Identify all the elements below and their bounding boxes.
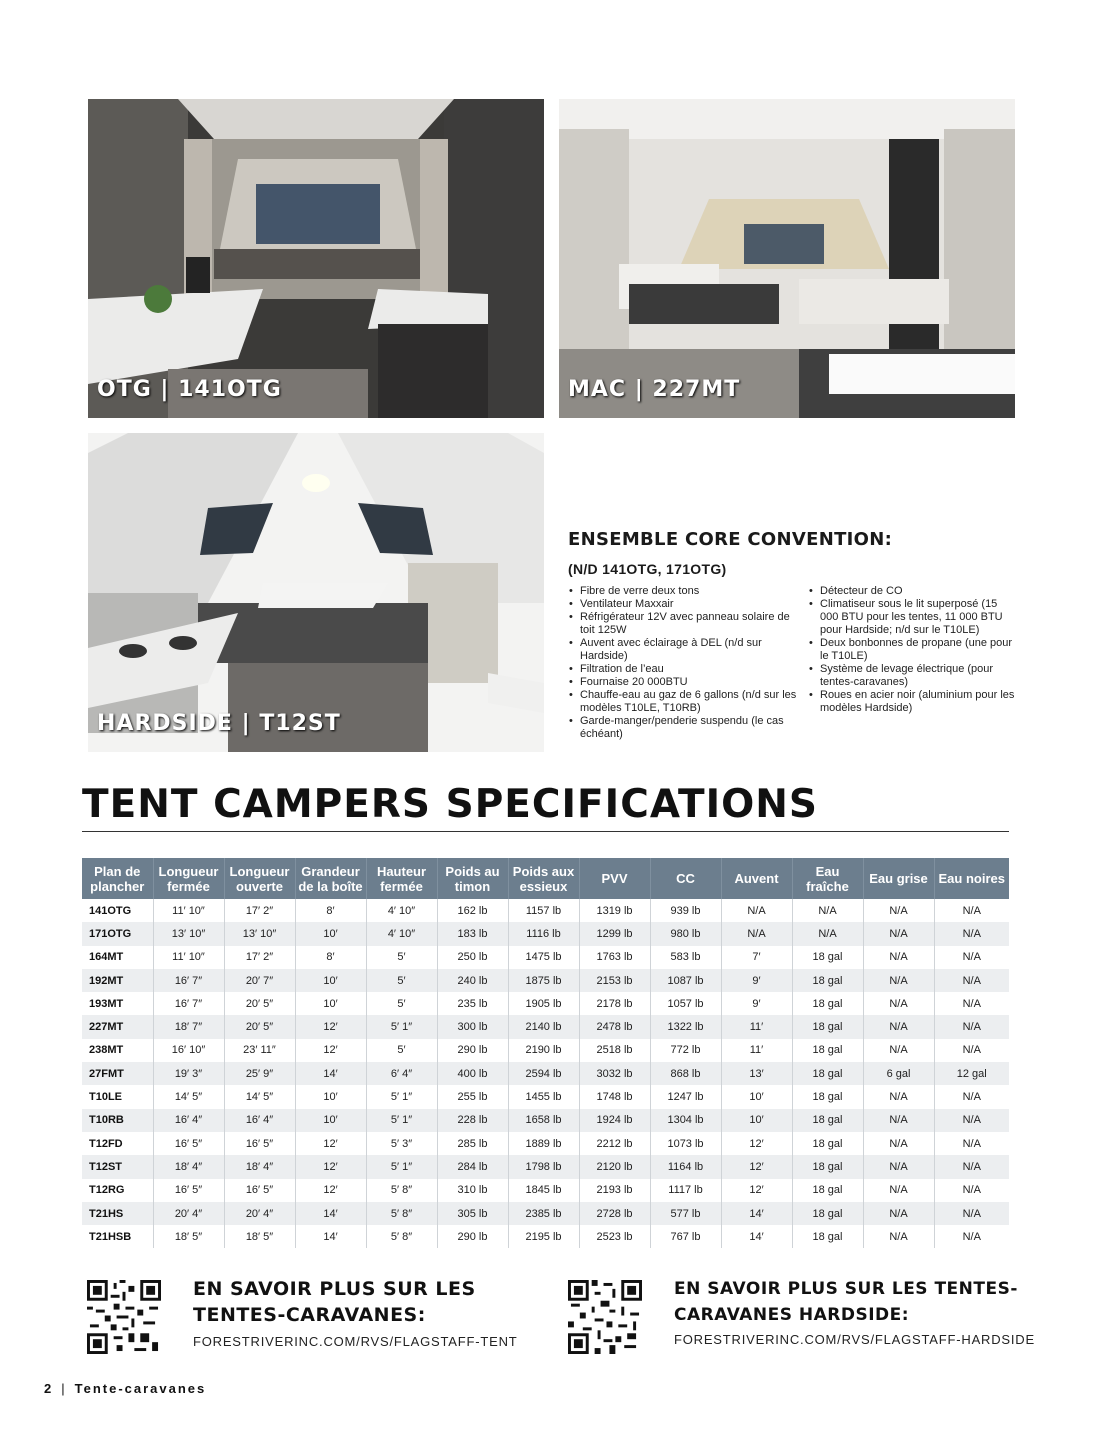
table-cell: 5′: [366, 1039, 437, 1062]
floorplan-cell: T10RB: [82, 1109, 153, 1132]
table-cell: 14′: [721, 1202, 792, 1225]
table-cell: 5′ 3″: [366, 1132, 437, 1155]
floorplan-cell: 227MT: [82, 1015, 153, 1038]
table-cell: 939 lb: [650, 899, 721, 922]
column-header: Longueur ouverte: [224, 858, 295, 899]
table-cell: 2195 lb: [508, 1225, 579, 1248]
table-cell: 255 lb: [437, 1085, 508, 1108]
feature-item: • Détecteur de CO: [808, 585, 1018, 598]
column-header: Eau fraîche: [792, 858, 863, 899]
table-cell: N/A: [962, 1137, 981, 1150]
table-cell: 2728 lb: [579, 1202, 650, 1225]
table-cell: 16′ 7″: [153, 992, 224, 1015]
table-cell: 1889 lb: [508, 1132, 579, 1155]
table-cell: 18 gal: [792, 1015, 863, 1038]
table-cell: 5′ 1″: [366, 1015, 437, 1038]
table-cell: N/A: [962, 1091, 981, 1104]
table-row: [82, 946, 1009, 969]
table-row: [82, 1039, 1009, 1062]
table-cell: N/A: [934, 1015, 1009, 1038]
table-cell: 1304 lb: [650, 1109, 721, 1132]
table-cell: N/A: [863, 1179, 934, 1202]
table-cell: 12′: [295, 1039, 366, 1062]
table-cell: 18′ 4″: [224, 1155, 295, 1178]
table-cell: 12′: [295, 1132, 366, 1155]
table-cell: 12′: [295, 1015, 366, 1038]
table-cell: 290 lb: [437, 1225, 508, 1248]
table-cell: 10′: [721, 1085, 792, 1108]
table-cell: 17′ 2″: [224, 899, 295, 922]
photo-caption: MAC | 227MT: [568, 377, 741, 402]
table-cell: 14′ 5″: [153, 1085, 224, 1108]
table-cell: 1658 lb: [508, 1109, 579, 1132]
table-cell: N/A: [863, 1085, 934, 1108]
table-cell: 1845 lb: [508, 1179, 579, 1202]
table-cell: 12 gal: [934, 1062, 1009, 1085]
table-cell: 2478 lb: [579, 1015, 650, 1038]
table-cell: 250 lb: [437, 946, 508, 969]
table-cell: 1319 lb: [579, 899, 650, 922]
table-cell: 12′: [721, 1132, 792, 1155]
table-cell: 20′ 4″: [224, 1202, 295, 1225]
floorplan-cell: T12RG: [82, 1179, 153, 1202]
package-feature-list-right: [808, 585, 1018, 715]
floorplan-cell: 27FMT: [82, 1062, 153, 1085]
table-cell: 13′ 10″: [224, 922, 295, 945]
table-cell: 1905 lb: [508, 992, 579, 1015]
table-cell: 10′: [295, 1109, 366, 1132]
table-cell: N/A: [863, 1039, 934, 1062]
table-cell: N/A: [934, 922, 1009, 945]
learn-more-tent-title: EN SAVOIR PLUS SUR LES TENTES-CARAVANES:: [193, 1278, 476, 1326]
floorplan-cell: T21HS: [82, 1202, 153, 1225]
table-cell: 2153 lb: [579, 969, 650, 992]
table-cell: 8′: [295, 946, 366, 969]
table-cell: 10′: [721, 1109, 792, 1132]
package-title: ENSEMBLE CORE CONVENTION:: [568, 529, 893, 550]
table-cell: 1164 lb: [650, 1155, 721, 1178]
table-cell: 5′: [366, 969, 437, 992]
column-header: CC: [650, 858, 721, 899]
table-cell: 18 gal: [792, 1225, 863, 1248]
feature-item: • Fibre de verre deux tons: [568, 585, 798, 598]
title-divider: [82, 831, 1009, 832]
table-cell: 4′ 10″: [366, 922, 437, 945]
floorplan-cell: T12ST: [82, 1155, 153, 1178]
table-cell: 16′ 5″: [153, 1179, 224, 1202]
table-cell: 18′ 7″: [153, 1015, 224, 1038]
table-cell: 20′ 4″: [153, 1202, 224, 1225]
table-cell: 11′: [721, 1039, 792, 1062]
table-cell: 2140 lb: [508, 1015, 579, 1038]
table-cell: 284 lb: [437, 1155, 508, 1178]
table-cell: 25′ 9″: [224, 1062, 295, 1085]
table-row: [82, 1202, 1009, 1225]
otg-interior-illustration: [88, 99, 544, 418]
table-cell: N/A: [863, 1202, 934, 1225]
table-cell: 1157 lb: [508, 899, 579, 922]
table-cell: 14′: [295, 1225, 366, 1248]
column-header: Poids aux essieux: [508, 858, 579, 899]
table-cell: 12′: [721, 1155, 792, 1178]
table-cell: 18′ 4″: [153, 1155, 224, 1178]
table-cell: 5′ 1″: [366, 1085, 437, 1108]
table-cell: 5′ 8″: [366, 1202, 437, 1225]
table-cell: 14′: [721, 1225, 792, 1248]
table-cell: N/A: [934, 1155, 1009, 1178]
table-cell: 1455 lb: [508, 1085, 579, 1108]
table-cell: 1087 lb: [650, 969, 721, 992]
photo-caption: OTG | 141OTG: [97, 377, 282, 402]
table-cell: 2594 lb: [508, 1062, 579, 1085]
table-cell: N/A: [962, 1184, 981, 1197]
table-cell: 13′: [721, 1062, 792, 1085]
table-cell: 290 lb: [437, 1039, 508, 1062]
page-number: 2: [44, 1381, 54, 1396]
table-cell: N/A: [962, 997, 981, 1010]
table-cell: N/A: [934, 1202, 1009, 1225]
table-row: [82, 992, 1009, 1015]
table-cell: 4′ 10″: [366, 899, 437, 922]
table-cell: 5′ 1″: [366, 1155, 437, 1178]
photo-mac-interior: [559, 99, 1015, 418]
table-cell: 285 lb: [437, 1132, 508, 1155]
table-cell: 577 lb: [650, 1202, 721, 1225]
table-cell: 2120 lb: [579, 1155, 650, 1178]
feature-item: • Filtration de l’eau: [568, 663, 798, 676]
table-cell: 2178 lb: [579, 992, 650, 1015]
table-row: [82, 1155, 1009, 1178]
table-cell: 300 lb: [437, 1015, 508, 1038]
table-cell: 5′: [366, 992, 437, 1015]
table-cell: N/A: [962, 1230, 981, 1243]
table-cell: N/A: [863, 992, 934, 1015]
table-row: [82, 1015, 1009, 1038]
table-cell: 16′ 4″: [224, 1109, 295, 1132]
table-cell: N/A: [863, 1015, 934, 1038]
photo-caption: HARDSIDE | T12ST: [97, 711, 341, 736]
table-cell: 1924 lb: [579, 1109, 650, 1132]
table-cell: 12′: [295, 1155, 366, 1178]
table-cell: 305 lb: [437, 1202, 508, 1225]
table-cell: 2523 lb: [579, 1225, 650, 1248]
table-row: [82, 969, 1009, 992]
table-row: [82, 1225, 1009, 1248]
table-cell: 980 lb: [650, 922, 721, 945]
feature-item: • Deux bonbonnes de propane (une pour le T10LE): [808, 637, 1018, 663]
table-cell: 1763 lb: [579, 946, 650, 969]
table-cell: 1299 lb: [579, 922, 650, 945]
table-cell: 767 lb: [650, 1225, 721, 1248]
column-header: Poids au timon: [437, 858, 508, 899]
table-row: [82, 1179, 1009, 1202]
table-row: [82, 922, 1009, 945]
table-cell: 1322 lb: [650, 1015, 721, 1038]
table-cell: 16′ 5″: [224, 1179, 295, 1202]
table-cell: 235 lb: [437, 992, 508, 1015]
column-header: Eau grise: [863, 858, 934, 899]
table-cell: 10′: [295, 992, 366, 1015]
learn-more-hardside-title: EN SAVOIR PLUS SUR LES TENTES-CARAVANES HARDSIDE:: [674, 1279, 1018, 1325]
table-cell: 18 gal: [792, 992, 863, 1015]
table-cell: 18′ 5″: [153, 1225, 224, 1248]
feature-item: • Auvent avec éclairage à DEL (n/d sur Hardside): [568, 637, 798, 663]
table-cell: 1116 lb: [508, 922, 579, 945]
table-cell: 18 gal: [792, 1039, 863, 1062]
table-cell: 16′ 5″: [153, 1132, 224, 1155]
table-cell: 16′ 10″: [153, 1039, 224, 1062]
table-cell: 18 gal: [792, 1179, 863, 1202]
table-cell: 5′: [366, 946, 437, 969]
qr-code-icon[interactable]: [568, 1280, 642, 1354]
table-cell: 10′: [295, 969, 366, 992]
table-cell: 1247 lb: [650, 1085, 721, 1108]
photo-otg-interior: [88, 99, 544, 418]
table-cell: 11′ 10″: [153, 899, 224, 922]
table-cell: 20′ 5″: [224, 1015, 295, 1038]
table-cell: 18 gal: [792, 1085, 863, 1108]
feature-item: • Fournaise 20 000BTU: [568, 676, 798, 689]
table-row: [82, 1109, 1009, 1132]
table-cell: 18 gal: [792, 946, 863, 969]
column-header: PVV: [579, 858, 650, 899]
feature-item: • Réfrigérateur 12V avec panneau solaire de toit 125W: [568, 611, 798, 637]
table-cell: 12′: [295, 1179, 366, 1202]
photo-hardside-interior: [88, 433, 544, 752]
table-cell: 1475 lb: [508, 946, 579, 969]
table-cell: 10′: [295, 1085, 366, 1108]
column-header: Hauteur fermée: [366, 858, 437, 899]
table-cell: N/A: [721, 922, 792, 945]
table-cell: N/A: [934, 1109, 1009, 1132]
table-cell: 1748 lb: [579, 1085, 650, 1108]
table-cell: 162 lb: [437, 899, 508, 922]
column-header: Plan de plancher: [82, 858, 153, 899]
table-cell: 14′: [295, 1202, 366, 1225]
hardside-interior-illustration: [88, 433, 544, 752]
column-header: Auvent: [721, 858, 792, 899]
table-cell: 18 gal: [792, 1155, 863, 1178]
table-cell: 2193 lb: [579, 1179, 650, 1202]
table-cell: 2518 lb: [579, 1039, 650, 1062]
column-header: Longueur fermée: [153, 858, 224, 899]
table-cell: 1057 lb: [650, 992, 721, 1015]
floorplan-cell: 192MT: [82, 969, 153, 992]
column-header: Eau noires: [934, 858, 1009, 899]
footer-separator: |: [61, 1381, 67, 1396]
feature-item: • Roues en acier noir (aluminium pour les modèles Hardside): [808, 689, 1018, 715]
table-cell: N/A: [792, 899, 863, 922]
table-cell: 18 gal: [792, 1109, 863, 1132]
table-cell: 1798 lb: [508, 1155, 579, 1178]
table-cell: 18 gal: [792, 969, 863, 992]
table-cell: N/A: [863, 1109, 934, 1132]
table-cell: N/A: [721, 899, 792, 922]
floorplan-cell: 171OTG: [82, 922, 153, 945]
table-cell: N/A: [962, 1044, 981, 1057]
table-cell: 2212 lb: [579, 1132, 650, 1155]
specifications-title: TENT CAMPERS SPECIFICATIONS: [82, 782, 818, 827]
table-row: [82, 1132, 1009, 1155]
table-cell: N/A: [863, 1225, 934, 1248]
table-cell: 19′ 3″: [153, 1062, 224, 1085]
table-cell: 3032 lb: [579, 1062, 650, 1085]
feature-item: • Chauffe-eau au gaz de 6 gallons (n/d sur les modèles T10LE, T10RB): [568, 689, 798, 715]
table-cell: 6′ 4″: [366, 1062, 437, 1085]
table-cell: 2190 lb: [508, 1039, 579, 1062]
table-cell: 13′ 10″: [153, 922, 224, 945]
page-footer: [44, 1381, 206, 1396]
table-cell: 583 lb: [650, 946, 721, 969]
table-cell: 9′: [721, 992, 792, 1015]
table-cell: N/A: [863, 899, 934, 922]
table-cell: 6 gal: [863, 1062, 934, 1085]
table-cell: N/A: [863, 1132, 934, 1155]
mac-interior-illustration: [559, 99, 1015, 418]
table-cell: 1875 lb: [508, 969, 579, 992]
table-cell: 16′ 7″: [153, 969, 224, 992]
table-cell: 16′ 4″: [153, 1109, 224, 1132]
table-cell: N/A: [792, 922, 863, 945]
table-cell: 1073 lb: [650, 1132, 721, 1155]
feature-item: • Ventilateur Maxxair: [568, 598, 798, 611]
table-cell: N/A: [863, 922, 934, 945]
floorplan-cell: T21HSB: [82, 1225, 153, 1248]
table-cell: 7′: [721, 946, 792, 969]
table-cell: 18 gal: [792, 1062, 863, 1085]
qr-code-icon[interactable]: [87, 1280, 161, 1354]
table-body: [82, 899, 1009, 1248]
floorplan-cell: 141OTG: [82, 899, 153, 922]
feature-item: • Climatiseur sous le lit superposé (15 000 BTU pour les tentes, 11 000 BTU pour Hardside; n/d sur le T10LE): [808, 598, 1018, 637]
table-cell: 310 lb: [437, 1179, 508, 1202]
column-header: Grandeur de la boîte: [295, 858, 366, 899]
feature-item: • Système de levage électrique (pour tentes-caravanes): [808, 663, 1018, 689]
table-cell: 8′: [295, 899, 366, 922]
table-row: [82, 1085, 1009, 1108]
table-cell: 11′: [721, 1015, 792, 1038]
table-cell: 1117 lb: [650, 1179, 721, 1202]
table-cell: N/A: [863, 969, 934, 992]
table-cell: 240 lb: [437, 969, 508, 992]
floorplan-cell: 164MT: [82, 946, 153, 969]
table-row: [82, 1062, 1009, 1085]
table-cell: 20′ 5″: [224, 992, 295, 1015]
table-cell: 20′ 7″: [224, 969, 295, 992]
table-cell: 18′ 5″: [224, 1225, 295, 1248]
learn-more-tent-link[interactable]: FORESTRIVERINC.COM/RVS/FLAGSTAFF-TENT: [193, 1334, 518, 1349]
table-cell: 400 lb: [437, 1062, 508, 1085]
table-cell: N/A: [962, 904, 981, 917]
table-cell: 772 lb: [650, 1039, 721, 1062]
floorplan-cell: 193MT: [82, 992, 153, 1015]
table-cell: 16′ 5″: [224, 1132, 295, 1155]
learn-more-hardside-link[interactable]: FORESTRIVERINC.COM/RVS/FLAGSTAFF-HARDSIDE: [674, 1332, 1035, 1347]
table-row: [82, 899, 1009, 922]
table-cell: 5′ 8″: [366, 1179, 437, 1202]
specifications-table: [82, 858, 1009, 1248]
table-cell: 11′ 10″: [153, 946, 224, 969]
table-cell: N/A: [863, 946, 934, 969]
table-cell: 9′: [721, 969, 792, 992]
table-cell: 23′ 11″: [224, 1039, 295, 1062]
package-subtitle: (N/D 141OTG, 171OTG): [568, 561, 727, 577]
floorplan-cell: T10LE: [82, 1085, 153, 1108]
table-cell: 14′ 5″: [224, 1085, 295, 1108]
table-cell: 10′: [295, 922, 366, 945]
table-cell: 18 gal: [792, 1202, 863, 1225]
floorplan-cell: 238MT: [82, 1039, 153, 1062]
table-cell: 14′: [295, 1062, 366, 1085]
table-cell: 228 lb: [437, 1109, 508, 1132]
table-cell: 2385 lb: [508, 1202, 579, 1225]
table-cell: N/A: [934, 969, 1009, 992]
footer-label: Tente-caravanes: [74, 1381, 207, 1396]
table-cell: N/A: [863, 1155, 934, 1178]
table-cell: 12′: [721, 1179, 792, 1202]
table-cell: 183 lb: [437, 922, 508, 945]
package-feature-list-left: [568, 585, 798, 741]
table-cell: N/A: [962, 951, 981, 964]
table-header: [82, 858, 1009, 899]
table-cell: 5′ 1″: [366, 1109, 437, 1132]
table-cell: 868 lb: [650, 1062, 721, 1085]
floorplan-cell: T12FD: [82, 1132, 153, 1155]
feature-item: • Garde-manger/penderie suspendu (le cas échéant): [568, 715, 798, 741]
table-cell: 18 gal: [792, 1132, 863, 1155]
table-cell: 17′ 2″: [224, 946, 295, 969]
table-cell: 5′ 8″: [366, 1225, 437, 1248]
